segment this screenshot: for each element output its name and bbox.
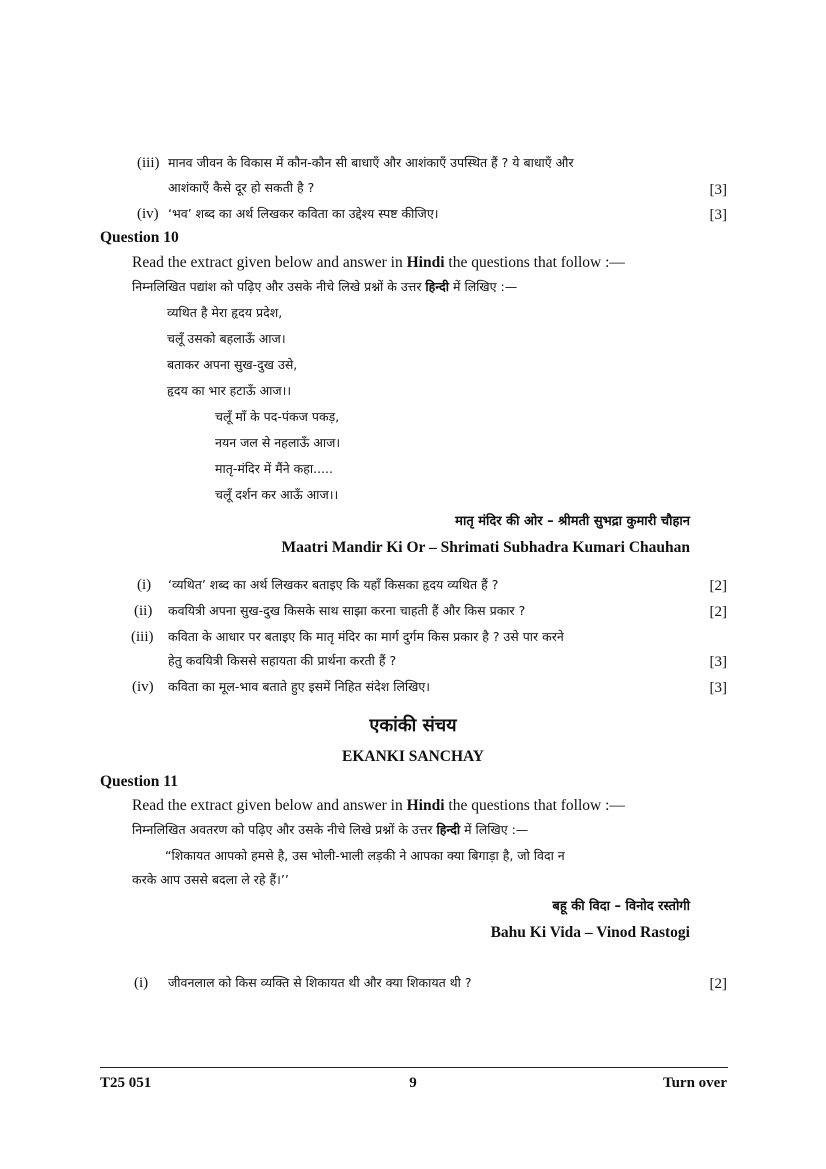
q10-instruction-en-post: the questions that follow :— (444, 254, 625, 271)
q9-iii-text-line2: आशंकाएँ कैसे दूर हो सकती है ? (168, 180, 315, 195)
q11-instruction-hi (132, 820, 528, 840)
q10-source-hindi: मातृ मंदिर की ओर – श्रीमती सुभद्रा कुमारी चौहान (455, 514, 690, 529)
poem-line: नयन जल से नहलाऊँ आज। (215, 435, 341, 450)
q10-instruction-hi-post: में लिखिए :— (449, 279, 518, 294)
poem-line: मातृ-मंदिर में मैंने कहा..... (215, 461, 333, 476)
q10-i-number: (i) (137, 577, 152, 593)
q11-instruction-hi-pre: निम्नलिखित अवतरण को पढ़िए और उसके नीचे लिखे प्रश्नों के उत्तर (132, 822, 437, 837)
q10-instruction-en (132, 253, 625, 273)
q10-ii-number: (ii) (134, 603, 153, 619)
q10-iv-number: (iv) (132, 679, 154, 695)
q10-iii-marks: [3] (709, 654, 727, 670)
q10-instruction-hi-bold: हिन्दी (425, 279, 450, 294)
q9-iii-marks: [3] (709, 182, 727, 198)
q11-instruction-en-post: the questions that follow :— (444, 797, 625, 814)
footer-page-number: 9 (409, 1075, 417, 1091)
q9-iv-text: ‘भव’ शब्द का अर्थ लिखकर कविता का उद्देश्य स्पष्ट कीजिए। (168, 206, 439, 221)
poem-line: व्यथित है मेरा हृदय प्रदेश, (167, 305, 283, 320)
q11-i-number: (i) (134, 975, 149, 991)
section-title-english: EKANKI SANCHAY (342, 748, 484, 765)
q11-instruction-en-pre: Read the extract given below and answer in (132, 797, 407, 814)
q9-iii-text-line1: मानव जीवन के विकास में कौन-कौन सी बाधाएँ और आशंकाएँ उपस्थित हैं ? ये बाधाएँ और (168, 155, 574, 170)
q9-iv-marks: [3] (709, 207, 727, 223)
q10-source-english: Maatri Mandir Ki Or – Shrimati Subhadra Kumari Chauhan (281, 539, 690, 556)
q10-iii-number: (iii) (131, 629, 154, 645)
q10-iii-text-line2: हेतु कवयित्री किससे सहायता की प्रार्थना करती हैं ? (168, 653, 397, 668)
q11-source-hindi: बहू की विदा – विनोद रस्तोगी (552, 899, 690, 914)
question-11-heading: Question 11 (100, 773, 178, 790)
q10-i-marks: [2] (709, 578, 727, 594)
q11-i-text: जीवनलाल को किस व्यक्ति से शिकायत थी और क्या शिकायत थी ? (168, 975, 472, 990)
q10-instruction-en-bold: Hindi (406, 254, 445, 271)
q10-instruction-hi-pre: निम्नलिखित पद्यांश को पढ़िए और उसके नीचे लिखे प्रश्नों के उत्तर (132, 279, 426, 294)
q10-instruction-en-pre: Read the extract given below and answer in (132, 254, 407, 271)
q9-iv-number: (iv) (137, 206, 159, 222)
poem-line: चलूँ दर्शन कर आऊँ आज।। (215, 487, 339, 502)
q10-i-text: ‘व्यथित’ शब्द का अर्थ लिखकर बताइए कि यहाँ किसका हृदय व्यथित हैं ? (168, 577, 499, 592)
q11-instruction-hi-bold: हिन्दी (436, 822, 461, 837)
q9-iii-number: (iii) (137, 155, 160, 171)
footer-divider (100, 1067, 728, 1068)
q10-ii-marks: [2] (709, 604, 727, 620)
footer-paper-code: T25 051 (100, 1075, 152, 1091)
q11-extract-line2: करके आप उससे बदला ले रहे हैं।’’ (132, 872, 289, 887)
section-title-hindi: एकांकी संचय (369, 715, 457, 736)
question-10-heading: Question 10 (100, 229, 179, 246)
q11-instruction-en (132, 796, 625, 816)
q10-ii-text: कवयित्री अपना सुख-दुख किसके साथ साझा करना चाहती हैं और किस प्रकार ? (168, 603, 526, 618)
poem-line: चलूँ उसको बहलाऊँ आज। (167, 331, 286, 346)
poem-line: बताकर अपना सुख-दुख उसे, (167, 357, 298, 372)
q10-iii-text-line1: कविता के आधार पर बताइए कि मातृ मंदिर का मार्ग दुर्गम किस प्रकार है ? उसे पार करने (168, 629, 564, 644)
q10-iv-text: कविता का मूल-भाव बताते हुए इसमें निहित संदेश लिखिए। (168, 679, 431, 694)
q10-instruction-hi (132, 277, 517, 297)
footer-turn-over: Turn over (662, 1075, 727, 1091)
q11-extract-line1: “शिकायत आपको हमसे है, उस भोली-भाली लड़की ने आपका क्या बिगाड़ा है, जो विदा न (165, 848, 565, 863)
q11-source-english: Bahu Ki Vida – Vinod Rastogi (490, 924, 690, 941)
q10-iv-marks: [3] (709, 680, 727, 696)
q11-instruction-en-bold: Hindi (406, 797, 445, 814)
poem-line: हृदय का भार हटाऊँ आज।। (167, 383, 292, 398)
poem-line: चलूँ माँ के पद-पंकज पकड़, (215, 409, 340, 424)
q11-instruction-hi-post: में लिखिए :— (460, 822, 529, 837)
q11-i-marks: [2] (709, 976, 727, 992)
